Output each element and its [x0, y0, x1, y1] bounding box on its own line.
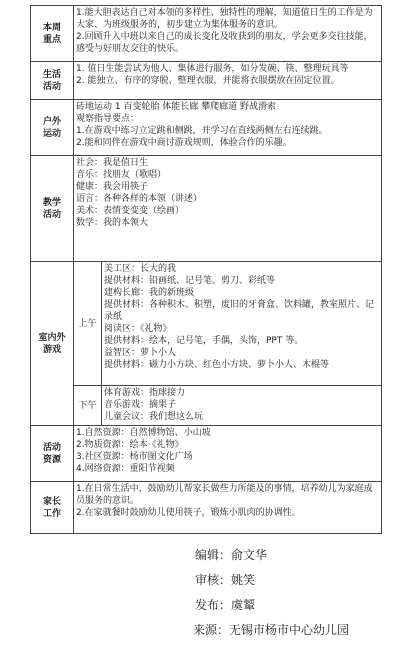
parents-line: 1.在日常生活中，鼓励幼儿帮家长做些力所能及的事情，培养幼儿为家庭成员服务的意识。	[76, 484, 373, 506]
parents-line: 2.在家就餐时鼓励幼儿使用筷子，锻炼小肌肉的协调性。	[76, 508, 301, 518]
reviewer-text: 审核：姚笑	[195, 573, 256, 587]
life-label	[31, 62, 74, 100]
games-morning-line: 阅读区：《礼物》	[104, 324, 172, 334]
row-goals	[31, 6, 382, 62]
games-morning-content	[102, 262, 382, 386]
teaching-label-line-2: 活动	[42, 209, 61, 220]
row-resources	[31, 426, 382, 482]
footer-editor	[0, 548, 401, 562]
source-text: 来源：无锡市杨市中心幼儿园	[193, 623, 350, 637]
games-morning-line: 提供材料：磁力小方块、红色小方块、萝卜小人、木棍等	[104, 360, 330, 370]
goals-line: 1.能大胆表达自己对本领的多样性、独特性的理解，知道值日生的工作是为大家、为班级服务的，初步建立为集体服务的意识。	[76, 8, 373, 30]
games-morning-line: 美工区：长大的我	[104, 264, 177, 274]
games-label	[31, 262, 74, 426]
outdoor-label-line-2: 运动	[42, 128, 61, 139]
row-life	[31, 62, 382, 100]
resources-label	[31, 426, 74, 482]
teaching-line: 数学：我的本领大	[76, 218, 149, 228]
outdoor-label-line-1: 户外	[42, 116, 61, 127]
life-label-line-1: 生活	[42, 69, 61, 80]
teaching-label	[31, 156, 74, 262]
editor-text: 编辑：俞文华	[195, 548, 268, 562]
row-outdoor	[31, 100, 382, 156]
resources-line: 1.自然资源：自然博物馆、小山坡	[76, 428, 211, 438]
resources-line: 2.物质资源：绘本《礼物》	[76, 440, 184, 450]
teaching-line: 社会：我是值日生	[76, 158, 149, 168]
publisher-text: 发布：虞颦	[195, 598, 256, 612]
games-morning-line: 提供材料：各种积木、积塑，废旧的牙膏盒、饮料罐，教室照片、记录纸	[104, 300, 375, 322]
games-morning-label: 上午	[74, 262, 102, 386]
parents-content	[74, 482, 382, 534]
outdoor-content	[74, 100, 382, 156]
teaching-line: 语言：各种各样的本领（讲述）	[76, 194, 203, 204]
life-line: 2. 能独立、有序的穿脱、整理衣服，并能将衣服摆放在固定位置。	[76, 76, 340, 86]
goals-label	[31, 6, 74, 62]
games-afternoon-line: 体育游戏：指球接力	[104, 388, 186, 398]
row-games-morning	[31, 262, 382, 386]
goals-line: 2.回顾升入中班以来自己的成长变化及收获到的朋友，学会更多交往技能，感受与好朋友交往的快乐。	[76, 32, 373, 54]
games-afternoon-label: 下午	[74, 386, 102, 426]
outdoor-label	[31, 100, 74, 156]
row-teaching	[31, 156, 382, 262]
outdoor-line: 2.能和同伴在游戏中商讨游戏规则，体验合作的乐趣。	[76, 138, 292, 148]
row-games-afternoon	[31, 386, 382, 426]
games-afternoon-content	[102, 386, 382, 426]
games-label-line-2: 游戏	[42, 344, 61, 355]
teaching-content	[74, 156, 382, 262]
goals-content	[74, 6, 382, 62]
footer-publisher	[0, 598, 401, 612]
resources-label-line-2: 资源	[42, 454, 61, 465]
parents-label-line-2: 工作	[42, 508, 61, 519]
goals-label-line-1: 本周	[42, 22, 61, 33]
games-morning-line: 益智区：萝卜小人	[104, 348, 177, 358]
games-afternoon-line: 儿童会议：我们想这么玩	[104, 412, 204, 422]
parents-label	[31, 482, 74, 534]
games-morning-line: 提供材料：铅画纸、记号笔、剪刀、彩纸等	[104, 276, 276, 286]
games-morning-line: 建构长廊：我的新班级	[104, 288, 195, 298]
parents-label-line-1: 家长	[42, 496, 61, 507]
resources-line: 3.社区资源：杨市图文化广场	[76, 452, 193, 462]
life-content	[74, 62, 382, 100]
life-label-line-2: 活动	[42, 81, 61, 92]
games-label-line-1: 室内外	[38, 332, 66, 343]
outdoor-line: 1.在游戏中练习立定跳和侧跳，并学习在直线两侧左右连续跳。	[76, 126, 328, 136]
teaching-line: 美术：表情变变变（绘画）	[76, 206, 185, 216]
teaching-line: 健康：我会用筷子	[76, 182, 149, 192]
games-afternoon-line: 音乐游戏：摘果子	[104, 400, 177, 410]
resources-content	[74, 426, 382, 482]
life-line: 1. 值日生能尝试为他人、集体进行服务，如分发碗、筷、整理玩具等	[76, 64, 349, 74]
footer-source	[0, 623, 401, 637]
goals-label-line-2: 重点	[42, 34, 61, 45]
games-morning-line: 提供材料：绘本，记号笔，手偶，头饰，PPT 等。	[104, 336, 304, 346]
teaching-line: 音乐：找朋友（歌唱）	[76, 170, 167, 180]
teaching-label-line-1: 教学	[42, 197, 61, 208]
outdoor-line: 砖地运动 1 百变轮胎 体能长廊 攀爬廊道 野战滑索	[76, 102, 277, 112]
footer-reviewer	[0, 573, 401, 587]
row-parents	[31, 482, 382, 534]
resources-label-line-1: 活动	[42, 442, 61, 453]
weekly-plan-table	[30, 5, 382, 534]
outdoor-line: 观察指导要点：	[76, 114, 140, 124]
resources-line: 4.网络资源：重阳节视频	[76, 464, 175, 474]
